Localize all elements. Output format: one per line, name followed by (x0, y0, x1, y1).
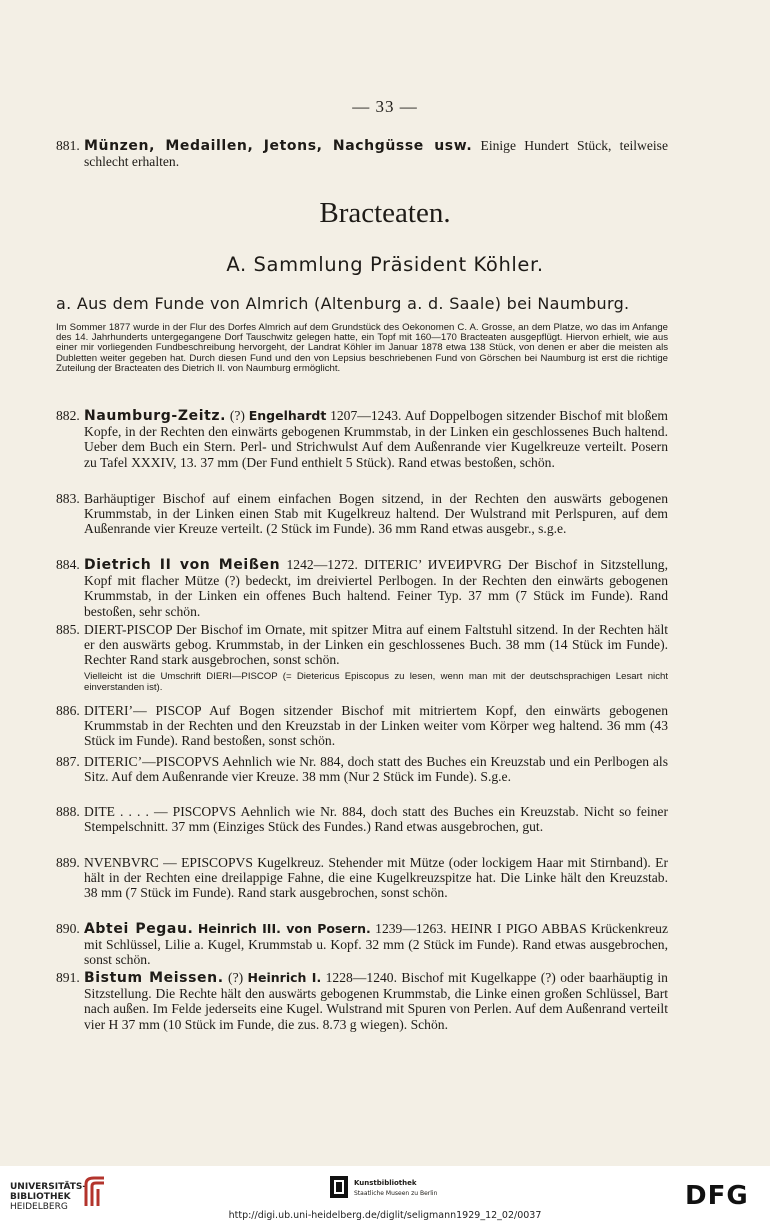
entry-text: DIERT-PISCOP Der Bischof im Ornate, mit spitzer Mitra auf einem Faltstuhl sitzend. In der Rechten hält er den auswärts gebog. Krummstab, in der Linken ein geschlossenes Buch. 38 mm (14 Stück im Funde). Rechter Rand stark ausgebrochen, sonst schön. (84, 622, 668, 668)
uni-line-2: BIBLIOTHEK (10, 1192, 71, 1202)
uni-line-1: UNIVERSITÄTS- (10, 1182, 87, 1192)
entry-889 (56, 855, 668, 901)
entry-884 (56, 557, 668, 619)
sub-subsection-heading: a. Aus dem Funde von Almrich (Altenburg a. d. Saale) bei Naumburg. (56, 294, 630, 313)
entry-lead: (?) (223, 970, 248, 985)
entry-number: 887. (56, 754, 80, 769)
entry-number: 890. (56, 921, 80, 936)
entry-883 (56, 491, 668, 537)
entry-number: 888. (56, 804, 80, 819)
entry-891 (56, 970, 668, 1032)
dfg-logo: DFG (685, 1181, 749, 1211)
entry-number: 891. (56, 970, 80, 985)
entry-subtitle: Engelhardt (248, 408, 327, 423)
entry-number: 886. (56, 703, 80, 718)
entry-title: Bistum Meissen. (84, 970, 224, 986)
heidelberg-logo-icon (82, 1174, 108, 1210)
entry-text: Barhäuptiger Bischof auf einem einfachen Bogen sitzend, in der Rechten den auswärts gebogenen Krummstab, in der Linken einen Stab mit Kugelkreuz haltend. Der Wulstrand mit Perlspuren, auf dem Außenrande vier Kreuze verteilt. (2 Stück im Funde). 36 mm Rand etwas ausgebr., s.g.e. (84, 491, 668, 537)
entry-number: 883. (56, 491, 80, 506)
entry-title: Naumburg-Zeitz. (84, 408, 227, 424)
page-number: — 33 — (352, 97, 418, 116)
source-url[interactable]: http://digi.ub.uni-heidelberg.de/diglit/seligmann1929_12_02/0037 (228, 1210, 542, 1221)
entry-text: 1207—1243. Auf Doppelbogen sitzender Bischof mit bloßem Kopfe, in der Rechten den einwärts gebogenen Krummstab, in der Linken ein geschlossenes Buch haltend. Ueber dem Buch ein Stern. Perl- und Strichwulst Auf dem Außenrande vier Kugelkreuze verteilt. Posern zu Tafel XXXIV, 13. 37 mm (Der Fund enthielt 5 Stück). Rand etwas bestoßen, schön. (84, 408, 668, 470)
intro-paragraph: Im Sommer 1877 wurde in der Flur des Dorfes Almrich auf dem Grundstück des Oekonomen C. A. Grosse, an dem Platze, wo das im Anfange des 14. Jahrhunderts untergegangene Dorf Tauschwitz gelegen hatte, ein Topf mit 160—170 Bracteaten ausgepflügt. Hiervon erhielt, wie aus einer mir vorliegenden Fundbeschreibung hervorgeht, der Landrat Köhler im Januar 1878 etwa 138 Stück, von denen er aber die meisten als Dubletten weiter gegeben hat. Durch diesen Fund und den von Lepsius beschriebenen Fund von Görschen bei Naumburg ist erst die richtige Zuteilung der Bracteaten des Dietrich II. von Naumburg ermöglicht. (56, 322, 668, 374)
entry-888 (56, 804, 668, 834)
entry-title: Abtei Pegau. (84, 921, 194, 937)
entry-text: 1242—1272. DITERIC’ ИVEИPVRG Der Bischof in Sitzstellung, Kopf mit flacher Mütze (?) bedeckt, im dreiviertel Perlbogen. In der Rechten den einwärts gebogenen Krummstab, in der Linken ein offenes Buch haltend. Feiner Typ. 37 mm (7 Stück im Funde). Rand bestoßen, sehr schön. (84, 557, 668, 619)
entry-title: Dietrich II von Meißen (84, 557, 281, 573)
entry-886 (56, 703, 668, 749)
entry-title: Münzen, Medaillen, Jetons, Nachgüsse usw. (84, 138, 473, 154)
entry-number: 884. (56, 557, 80, 572)
entry-number: 889. (56, 855, 80, 870)
entry-lead: (?) (226, 408, 249, 423)
kb-title: Kunstbibliothek (354, 1179, 417, 1187)
entry-footnote: Vielleicht ist die Umschrift DIERI—PISCOP (= Dietericus Episcopus zu lesen, wenn man mit der deutschsprachigen Lesart nicht einverstanden ist). (84, 670, 668, 693)
uni-line-3: HEIDELBERG (10, 1202, 68, 1212)
entry-text: 1228—1240. Bischof mit Kugelkappe (?) oder baarhäuptig in Sitzstellung. Die Rechte hält den auswärts gebogenen Krummstab, die Linke einen großen Schlüssel, Bart nach außen. Im Felde jederseits eine Kugel. Wulstrand mit Spuren von Perlen. Auf dem Außenrand verteilt vier H 37 mm (10 Stück im Funde, die zus. 8.73 g wiegen). Schön. (84, 970, 668, 1032)
entry-text: DITERI’— PISCOP Auf Bogen sitzender Bischof mit mitriertem Kopf, den einwärts gebogenen Krummstab in der Rechten und den Kreuzstab in der Linken weiter vom Körper weg haltend. 36 mm (43 Stück im Funde). Rand bestoßen, sonst schön. (84, 703, 668, 749)
entry-882 (56, 408, 668, 470)
entry-text: NVENBVRC — EPISCOPVS Kugelkreuz. Stehender mit Mütze (oder lockigem Haar mit Stirnband). Er hält in der Rechten eine dreilappige Fahne, die eine Kugelkreuzspitze hat. Die Linke hält den Kreuzstab. 38 mm (7 Stück im Funde). Rand stark ausgebrochen, sonst schön. (84, 855, 668, 901)
subsection-heading: A. Sammlung Präsident Köhler. (226, 253, 544, 276)
kb-subtitle: Staatliche Museen zu Berlin (354, 1190, 438, 1197)
entry-subtitle: Heinrich III. von Posern. (197, 921, 371, 936)
entry-number: 881. (56, 138, 80, 153)
entry-subtitle: Heinrich I. (247, 970, 322, 985)
kunstbibliothek-icon (330, 1176, 348, 1198)
kunstbibliothek-logo (330, 1176, 450, 1206)
entry-text: Einige Hundert Stück, teilweise schlecht erhalten. (84, 138, 668, 170)
footer-bar (0, 1166, 770, 1223)
section-heading: Bracteaten. (319, 197, 451, 229)
entry-887 (56, 754, 668, 784)
entry-text: DITE . . . . — PISCOPVS Aehnlich wie Nr. 884, doch statt des Buches ein Kreuzstab. Nicht so feiner Stempelschnitt. 37 mm (Einziges Stück des Fundes.) Rand etwas ausgebrochen, gut. (84, 804, 668, 835)
entry-881 (56, 138, 668, 169)
entry-number: 882. (56, 408, 80, 423)
entry-text: 1239—1263. HEINR I PIGO ABBAS Krückenkreuz mit Schlüssel, Lilie a. Kugel, Krummstab u. Kopf. 32 mm (2 Stück im Funde). Rand etwas ausgebrochen, sonst schön. (84, 921, 668, 968)
entry-text: DITERIC’—PISCOPVS Aehnlich wie Nr. 884, doch statt des Buches ein Kreuzstab und ein Perlbogen als Sitz. Auf dem Außenrande vier Kreuze. 38 mm (Nur 2 Stück im Funde). S.g.e. (84, 754, 668, 785)
entry-number: 885. (56, 622, 80, 637)
entry-885 (56, 622, 668, 693)
heidelberg-library-logo-text (10, 1182, 86, 1212)
entry-890 (56, 921, 668, 968)
